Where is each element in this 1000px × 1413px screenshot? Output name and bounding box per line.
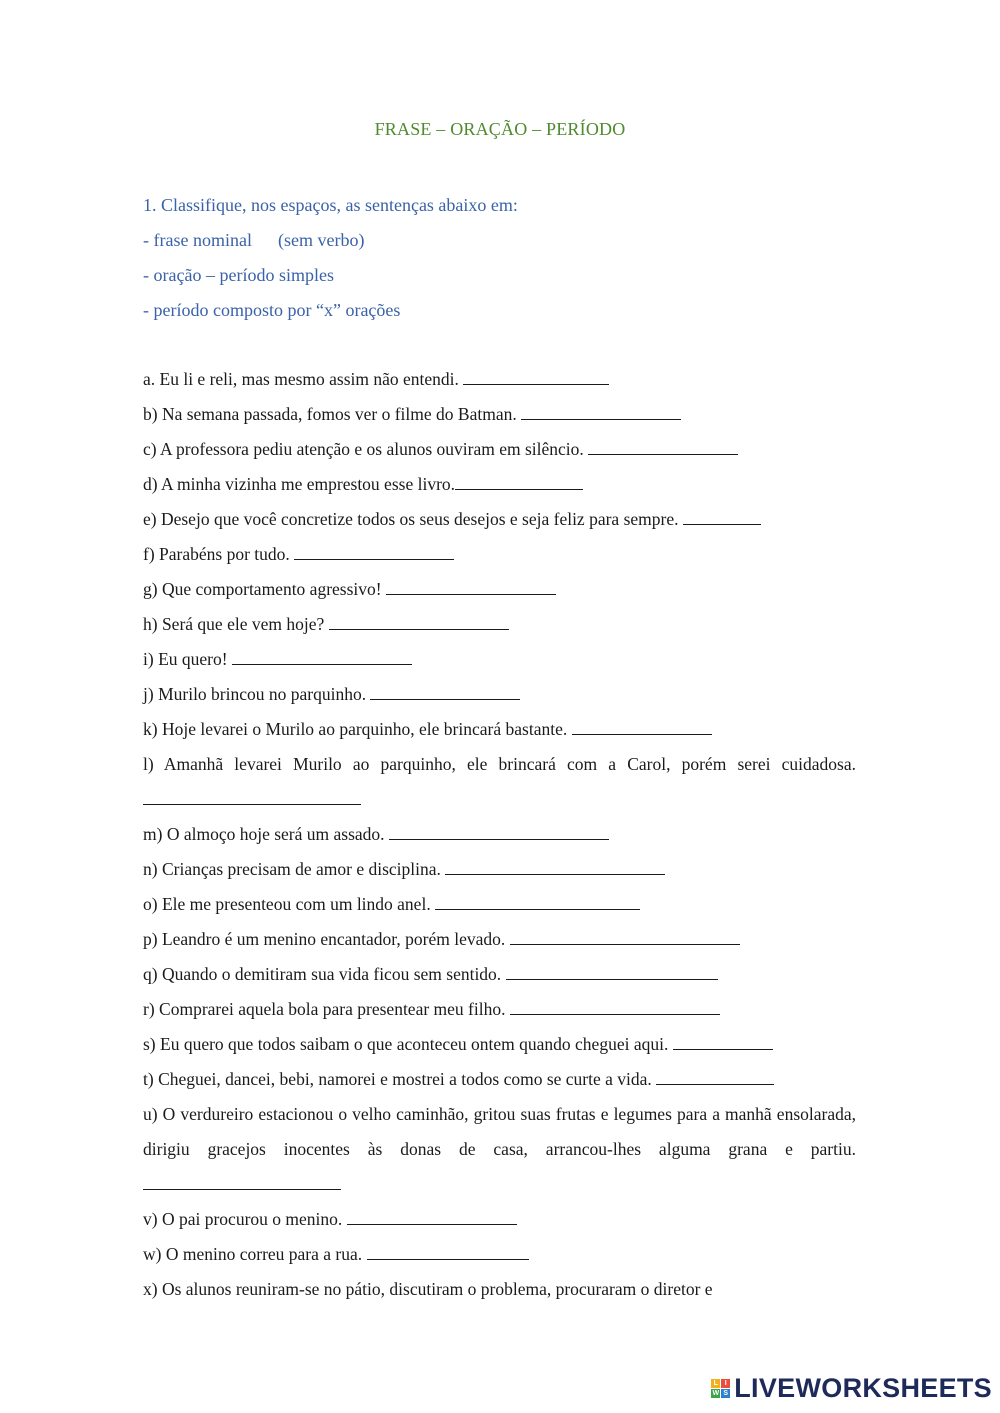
list-item: q) Quando o demitiram sua vida ficou sem sentido. [143,957,856,992]
list-item: l) Amanhã levarei Murilo ao parquinho, ele brincará com a Carol, porém serei cuidadosa. [143,747,856,817]
list-item: p) Leandro é um menino encantador, porém levado. [143,922,856,957]
answer-blank[interactable] [510,1000,720,1015]
answer-blank[interactable] [389,825,609,840]
list-item: e) Desejo que você concretize todos os seus desejos e seja feliz para sempre. [143,502,856,537]
list-item: d) A minha vizinha me emprestou esse livro. [143,467,856,502]
list-item: f) Parabéns por tudo. [143,537,856,572]
answer-blank[interactable] [673,1035,773,1050]
list-item: t) Cheguei, dancei, bebi, namorei e mostrei a todos como se curte a vida. [143,1062,856,1097]
logo-text: LIVEWORKSHEETS [734,1372,992,1403]
answer-blank[interactable] [435,895,640,910]
list-item: h) Será que ele vem hoje? [143,607,856,642]
answer-blank[interactable] [455,475,583,490]
liveworksheets-logo [711,1373,992,1403]
answer-blank[interactable] [510,930,740,945]
option-periodo-composto: - período composto por “x” orações [143,300,401,320]
list-item: b) Na semana passada, fomos ver o filme do Batman. [143,397,856,432]
exercise-list [143,362,856,1307]
answer-blank[interactable] [463,370,609,385]
option-periodo-simples: - oração – período simples [143,265,334,285]
answer-blank[interactable] [445,860,665,875]
list-item: x) Os alunos reuniram-se no pátio, discutiram o problema, procuraram o diretor e [143,1279,713,1299]
answer-blank[interactable] [370,685,520,700]
option-1-note: (sem verbo) [277,230,365,250]
answer-blank[interactable] [656,1070,774,1085]
answer-blank[interactable] [521,405,681,420]
answer-blank[interactable] [143,790,361,805]
answer-blank[interactable] [143,1175,341,1190]
list-item: o) Ele me presenteou com um lindo anel. [143,887,856,922]
answer-blank[interactable] [683,510,761,525]
list-item: m) O almoço hoje será um assado. [143,817,856,852]
answer-blank[interactable] [347,1210,517,1225]
list-item: i) Eu quero! [143,642,856,677]
answer-blank[interactable] [386,580,556,595]
answer-blank[interactable] [294,545,454,560]
list-item: a. Eu li e reli, mas mesmo assim não entendi. [143,362,856,397]
list-item: k) Hoje levarei o Murilo ao parquinho, ele brincará bastante. [143,712,856,747]
answer-blank[interactable] [329,615,509,630]
logo-mark-icon: L I W S [711,1379,730,1398]
answer-blank[interactable] [367,1245,529,1260]
answer-blank[interactable] [232,650,412,665]
list-item: v) O pai procurou o menino. [143,1202,856,1237]
answer-blank[interactable] [506,965,718,980]
list-item: s) Eu quero que todos saibam o que aconteceu ontem quando cheguei aqui. [143,1027,856,1062]
instructions-heading: 1. Classifique, nos espaços, as sentenças abaixo em: [143,195,518,215]
list-item: r) Comprarei aquela bola para presentear meu filho. [143,992,856,1027]
answer-blank[interactable] [588,440,738,455]
list-item: n) Crianças precisam de amor e disciplina. [143,852,856,887]
list-item: j) Murilo brincou no parquinho. [143,677,856,712]
option-1-label: - frase nominal [143,230,252,250]
list-item: g) Que comportamento agressivo! [143,572,856,607]
list-item: c) A professora pediu atenção e os alunos ouviram em silêncio. [143,432,856,467]
list-item: u) O verdureiro estacionou o velho caminhão, gritou suas frutas e legumes para a manhã ensolarada, dirigiu gracejos inocentes às donas de casa, arrancou-lhes alguma grana e partiu. [143,1097,856,1202]
answer-blank[interactable] [572,720,712,735]
option-frase-nominal [143,223,518,258]
list-item: w) O menino correu para a rua. [143,1237,856,1272]
instructions [143,188,518,328]
page-title: FRASE – ORAÇÃO – PERÍODO [374,119,626,139]
